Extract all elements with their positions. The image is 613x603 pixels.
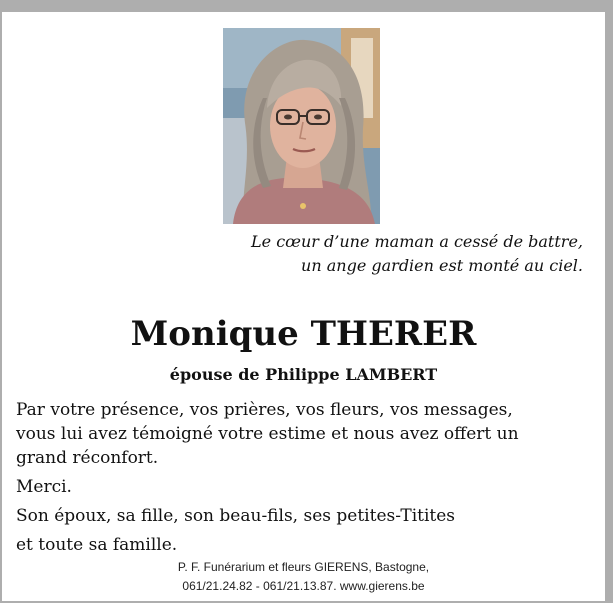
memorial-quote xyxy=(251,230,583,278)
footer-line-2: 061/21.24.82 - 061/21.13.87. www.gierens.be xyxy=(182,579,425,593)
deceased-name: Monique THERER xyxy=(130,314,477,354)
quote-line-2: un ange gardien est monté au ciel. xyxy=(301,256,583,275)
thanks-message xyxy=(16,398,601,557)
portrait-illustration xyxy=(223,28,380,224)
message-line-2: vous lui avez témoigné votre estime et nous avez offert un xyxy=(16,424,519,444)
message-line-3: grand réconfort. xyxy=(16,448,159,468)
message-family-1: Son époux, sa fille, son beau-fils, ses petites-Titites xyxy=(16,506,456,526)
message-merci: Merci. xyxy=(16,477,72,497)
message-family-2: et toute sa famille. xyxy=(16,535,178,555)
footer-line-1: P. F. Funérarium et fleurs GIERENS, Bastogne, xyxy=(177,560,430,574)
message-line-1: Par votre présence, vos prières, vos fleurs, vos messages, xyxy=(16,400,513,420)
spouse-line: épouse de Philippe LAMBERT xyxy=(169,365,438,384)
funeral-home-footer xyxy=(2,558,605,596)
quote-line-1: Le cœur d’une maman a cessé de battre, xyxy=(251,232,583,251)
portrait-photo xyxy=(223,28,380,224)
obituary-notice xyxy=(2,12,605,601)
